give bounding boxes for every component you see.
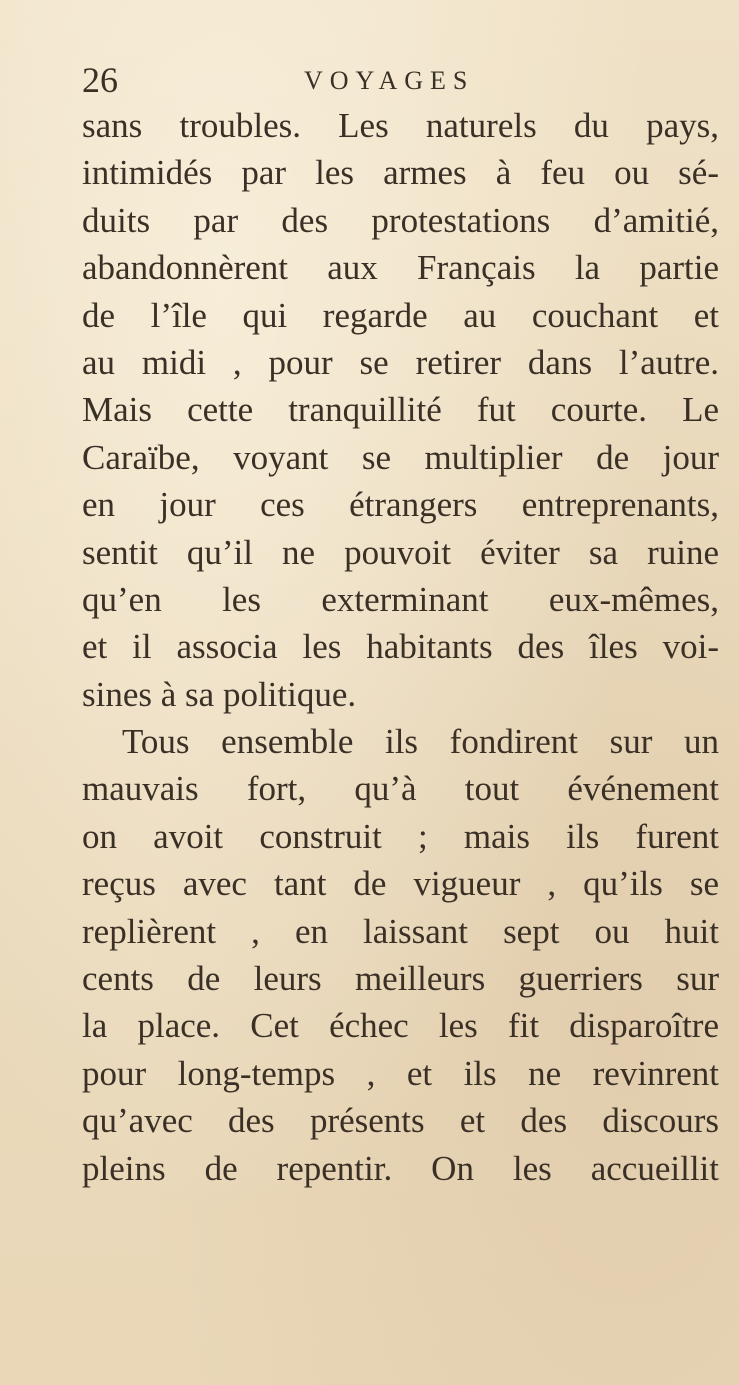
text-line: intimidés par les armes à feu ou sé- <box>82 153 719 193</box>
text-line: sentit qu’il ne pouvoit éviter sa ruine <box>82 532 719 572</box>
paragraph-2 <box>82 718 719 1192</box>
text-line: mauvais fort, qu’à tout événement <box>82 769 719 809</box>
running-head: VOYAGES <box>304 66 475 95</box>
page-header <box>82 55 722 105</box>
text-line: Caraïbe, voyant se multiplier de jour <box>82 437 719 477</box>
text-line: cents de leurs meilleurs guerriers sur <box>82 959 719 999</box>
text-line: sines à sa politique. <box>82 674 357 714</box>
text-line: replièrent , en laissant sept ou huit <box>82 911 719 951</box>
text-line: la place. Cet échec les fit disparoître <box>82 1006 719 1046</box>
text-line: qu’en les exterminant eux-mêmes, <box>82 579 719 619</box>
text-line: duits par des protestations d’amitié, <box>82 200 719 240</box>
text-line: au midi , pour se retirer dans l’autre. <box>82 342 719 382</box>
text-line: qu’avec des présents et des discours <box>82 1101 719 1141</box>
text-line: Mais cette tranquillité fut courte. Le <box>82 390 719 430</box>
text-line: Tous ensemble ils fondirent sur un <box>122 722 719 762</box>
text-line: on avoit construit ; mais ils furent <box>82 816 719 856</box>
text-line: et il associa les habitants des îles voi- <box>82 627 719 667</box>
text-line: sans troubles. Les naturels du pays, <box>82 106 719 145</box>
page-number: 26 <box>82 60 118 100</box>
text-line: abandonnèrent aux Français la partie <box>82 248 719 288</box>
text-line: en jour ces étrangers entreprenants, <box>82 485 719 525</box>
paragraph-1 <box>82 102 719 718</box>
body-text <box>82 102 719 1192</box>
text-line: pleins de repentir. On les accueillit <box>82 1148 719 1188</box>
text-line: de l’île qui regarde au couchant et <box>82 295 719 335</box>
text-line: reçus avec tant de vigueur , qu’ils se <box>82 864 719 904</box>
text-line: pour long-temps , et ils ne revinrent <box>82 1053 719 1093</box>
